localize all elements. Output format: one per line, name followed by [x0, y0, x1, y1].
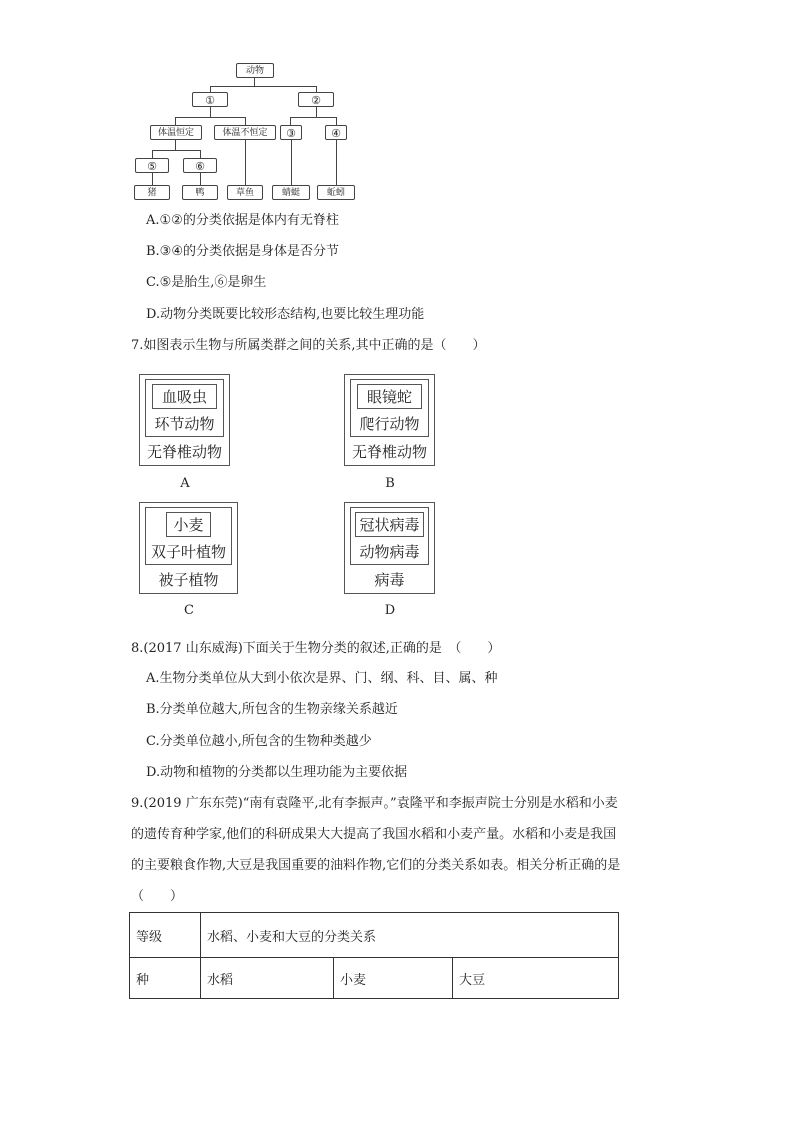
q7-fig-c [139, 502, 238, 594]
tree-connector [175, 117, 176, 125]
q9-line-3: 的主要粮食作物,大豆是我国重要的油料作物,它们的分类关系如表。相关分析正确的是 [131, 858, 621, 873]
tree-node-3: ③ [280, 125, 302, 140]
q7-fig-b-mid [350, 379, 429, 437]
q7-fig-c-mid-text: 双子叶植物 [150, 543, 226, 561]
tree-connector [152, 173, 153, 185]
tree-connector [200, 173, 201, 185]
q7-fig-c-outer-text: 被子植物 [158, 571, 219, 589]
q7-fig-d-mid-text: 动物病毒 [359, 543, 420, 561]
tree-connector [200, 150, 201, 158]
tree-connector [245, 140, 246, 185]
q6-option-c: C.⑤是胎生,⑥是卵生 [146, 275, 267, 290]
q9-line-1: 9.(2019 广东东莞)“南有袁隆平,北有李振声。”袁隆平和李振声院士分别是水稻和小麦 [131, 796, 618, 811]
tree-connector [291, 140, 292, 185]
tree-node-4: ④ [325, 125, 347, 140]
tree-node-2: ② [298, 92, 334, 107]
tree-node-1: ① [192, 92, 228, 107]
q8-option-b: B.分类单位越大,所包含的生物亲缘关系越近 [146, 702, 398, 717]
tree-connector [336, 117, 337, 125]
tree-leaf-dragonfly: 蜻蜓 [272, 185, 310, 200]
tree-root: 动物 [236, 63, 274, 78]
q7-fig-c-inner-text: 小麦 [173, 516, 204, 534]
q7-fig-c-mid [145, 507, 232, 565]
q8-option-a: A.生物分类单位从大到小依次是界、门、纲、科、目、属、种 [146, 671, 498, 686]
q7-fig-d-outer-text: 病毒 [374, 571, 405, 589]
q7-fig-b [344, 374, 435, 466]
q7-fig-b-mid-text: 爬行动物 [359, 415, 420, 433]
tree-node-5: ⑤ [135, 158, 169, 173]
q7-fig-c-label: C [184, 603, 194, 618]
q7-fig-c-inner [166, 512, 211, 537]
table-cell-wheat: 小麦 [334, 958, 453, 999]
q8-option-c: C.分类单位越小,所包含的生物种类越少 [146, 734, 372, 749]
tree-connector [336, 140, 337, 185]
tree-connector [152, 150, 153, 158]
tree-leaf-earthworm: 蚯蚓 [317, 185, 355, 200]
q8-stem: 8.(2017 山东威海)下面关于生物分类的叙述,正确的是 （ ） [131, 641, 501, 656]
q7-fig-d [344, 502, 435, 594]
table-header-relation: 水稻、小麦和大豆的分类关系 [201, 913, 619, 958]
q7-fig-a-label: A [180, 476, 190, 491]
tree-connector [210, 107, 211, 117]
q7-fig-b-inner [357, 384, 422, 409]
tree-connector [152, 150, 200, 151]
tree-connector [290, 117, 291, 125]
tree-connector [175, 117, 245, 118]
tree-connector [254, 78, 255, 86]
tree-constant-temp: 体温恒定 [150, 125, 202, 140]
table-cell-level: 种 [130, 958, 201, 999]
q9-line-4: （ ） [131, 889, 184, 904]
tree-connector [245, 117, 246, 125]
tree-leaf-duck: 鸭 [182, 185, 218, 200]
q6-option-d: D.动物分类既要比较形态结构,也要比较生理功能 [146, 307, 425, 322]
q7-fig-d-inner-text: 冠状病毒 [359, 516, 420, 534]
q7-fig-a-mid-text: 环节动物 [154, 415, 215, 433]
q7-fig-b-label: B [385, 476, 395, 491]
tree-connector [210, 86, 316, 87]
q7-stem: 7.如图表示生物与所属类群之间的关系,其中正确的是（ ） [131, 338, 486, 353]
q7-fig-a-mid [145, 379, 224, 437]
tree-leaf-pig: 猪 [134, 185, 170, 200]
tree-connector [175, 140, 176, 150]
q7-fig-b-inner-text: 眼镜蛇 [366, 388, 412, 406]
q7-fig-a-inner [152, 384, 217, 409]
table-cell-rice: 水稻 [201, 958, 334, 999]
q7-fig-d-label: D [384, 603, 396, 618]
q9-line-2: 的遗传育种学家,他们的科研成果大大提高了我国水稻和小麦产量。水稻和小麦是我国 [131, 827, 617, 842]
classification-table [129, 912, 619, 999]
table-cell-soy: 大豆 [453, 958, 619, 999]
q7-fig-a-outer-text: 无脊椎动物 [146, 443, 222, 461]
q6-option-a: A.①②的分类依据是体内有无脊柱 [146, 213, 339, 228]
tree-nonconstant-temp: 体温不恒定 [214, 125, 276, 140]
table-row [130, 913, 619, 958]
tree-node-6: ⑥ [183, 158, 217, 173]
q6-option-b: B.③④的分类依据是身体是否分节 [146, 244, 339, 259]
tree-connector [290, 117, 336, 118]
table-header-level: 等级 [130, 913, 201, 958]
q7-fig-d-mid [350, 507, 429, 565]
tree-connector [316, 107, 317, 117]
tree-leaf-fish: 草鱼 [227, 185, 263, 200]
q7-fig-a-inner-text: 血吸虫 [161, 388, 207, 406]
q8-option-d: D.动物和植物的分类都以生理功能为主要依据 [146, 765, 408, 780]
q7-fig-d-inner [355, 512, 424, 537]
q7-fig-b-outer-text: 无脊椎动物 [351, 443, 427, 461]
table-row [130, 958, 619, 999]
q7-fig-a [139, 374, 230, 466]
